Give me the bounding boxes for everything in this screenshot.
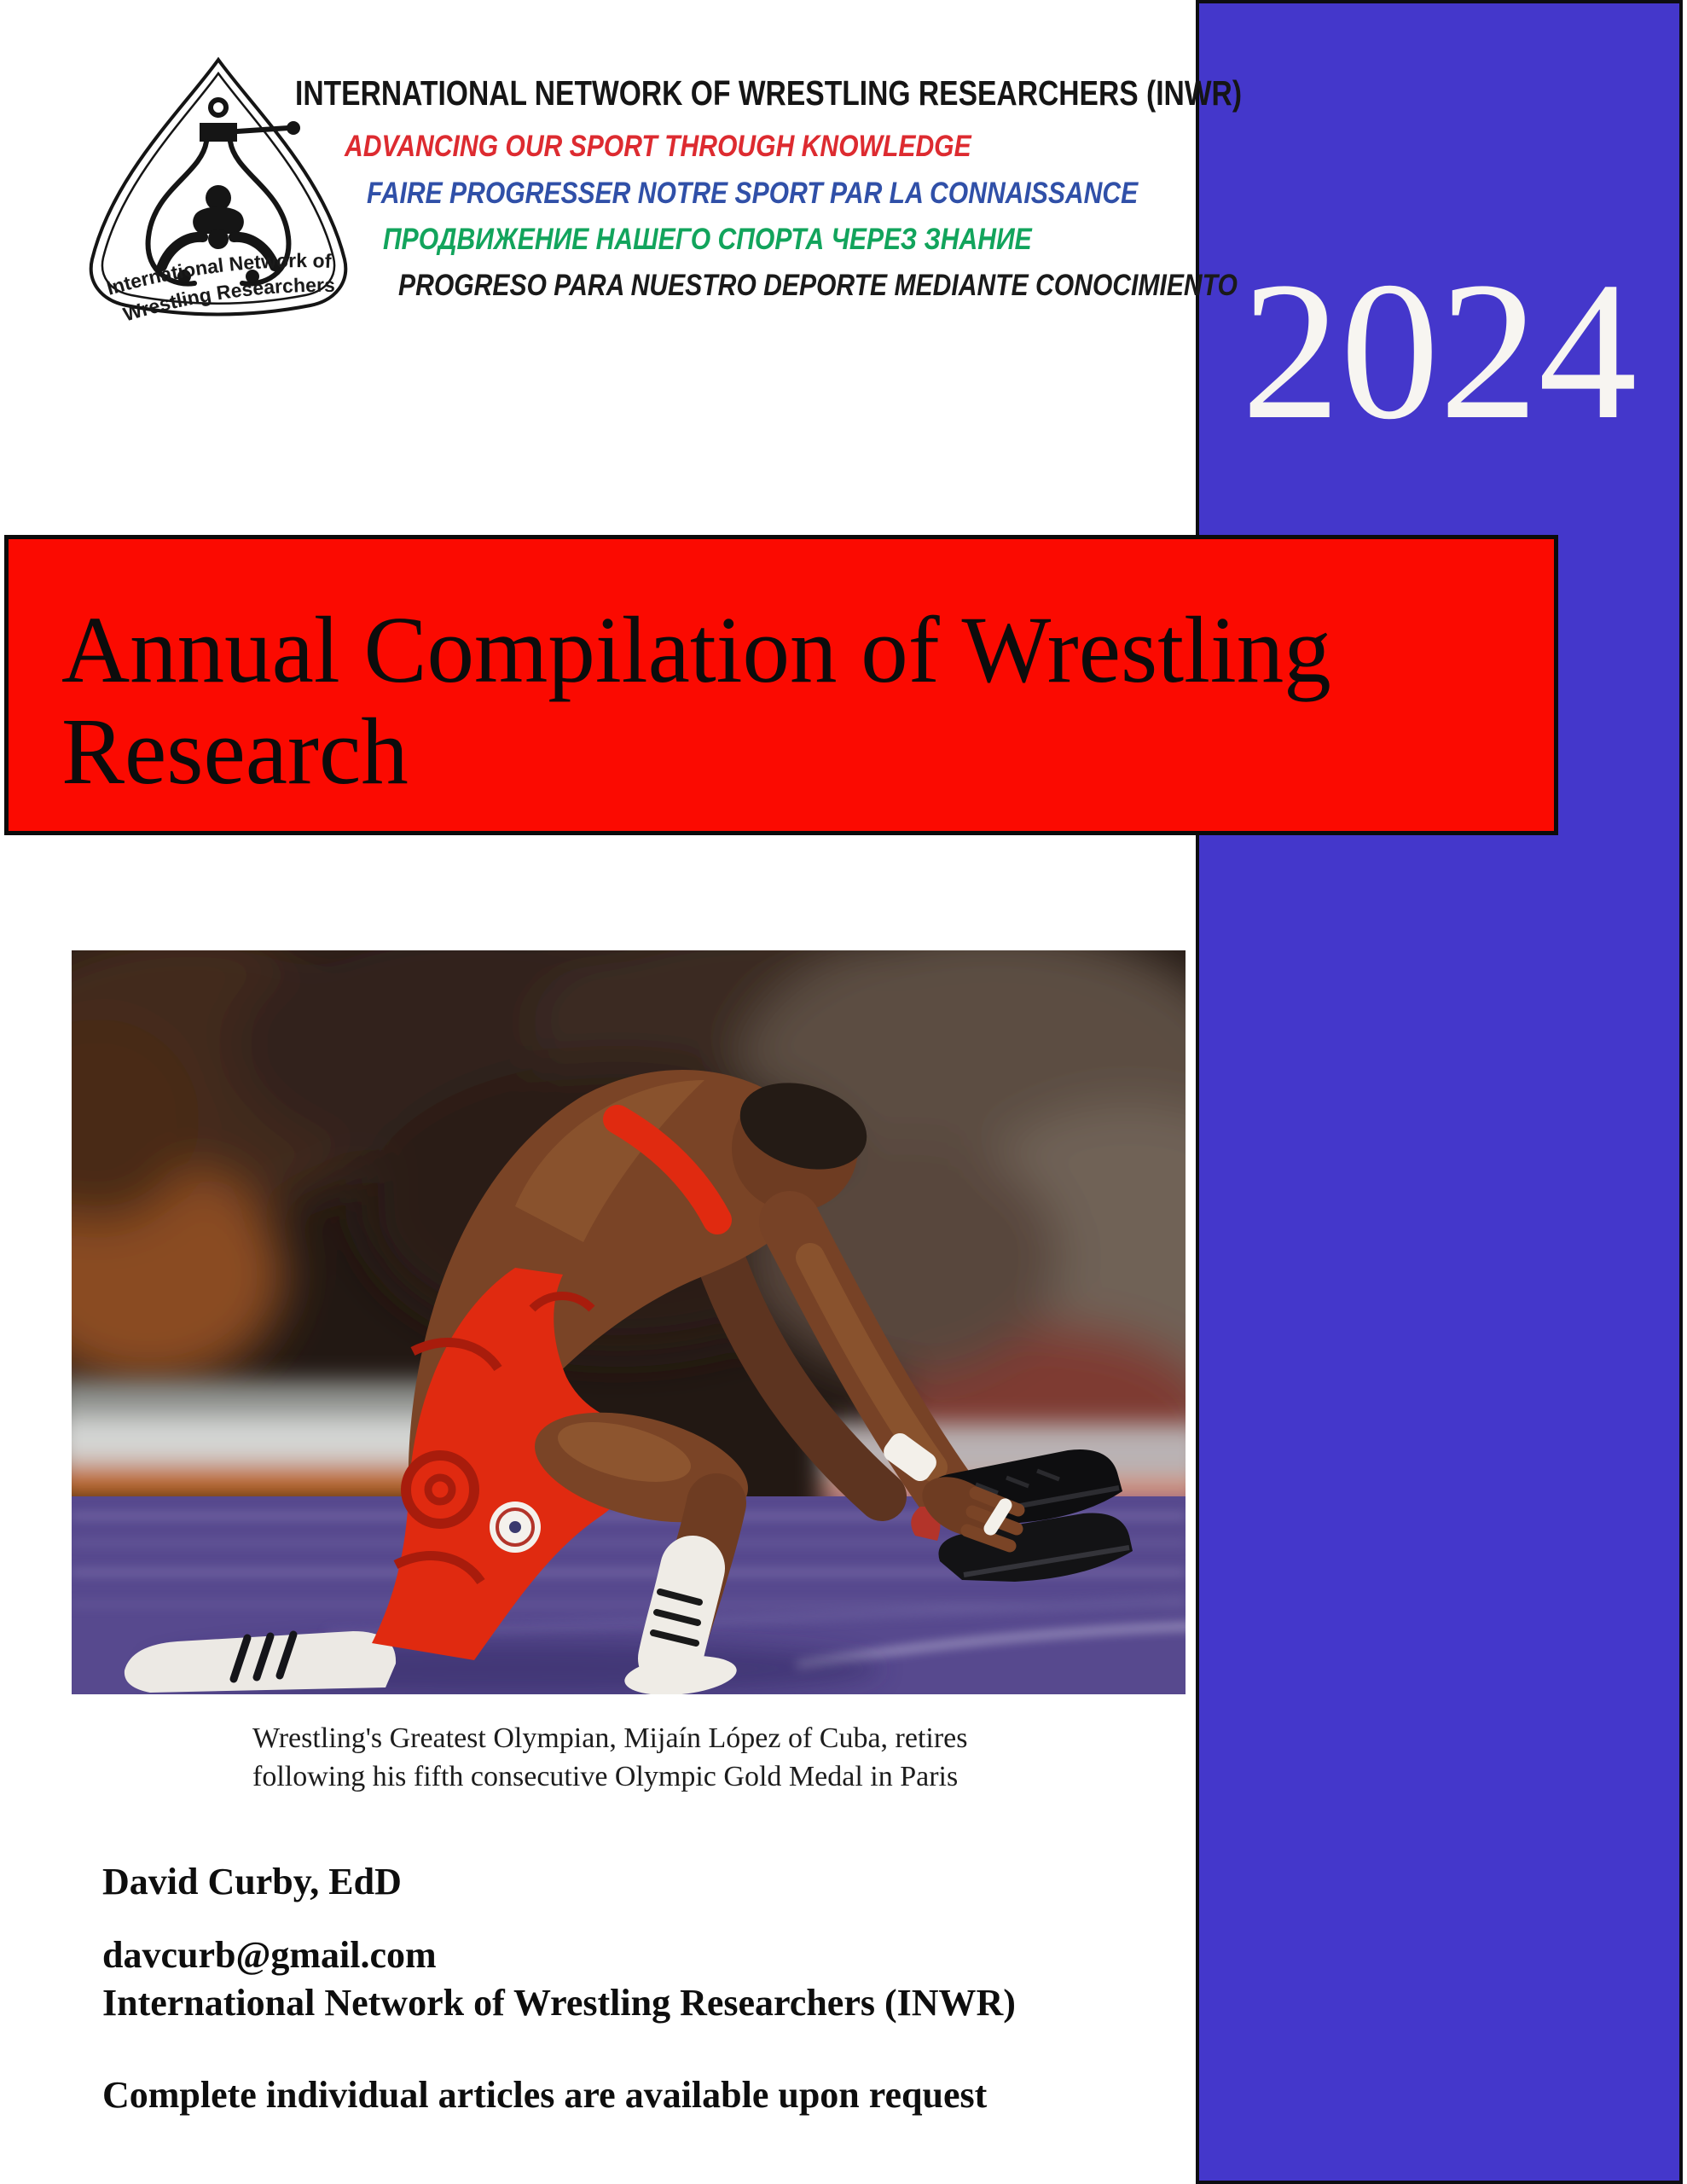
motto-english: ADVANCING OUR SPORT THROUGH KNOWLEDGE [345, 130, 971, 163]
author-organization: International Network of Wrestling Researchers (INWR) [102, 1982, 1016, 2024]
availability-note: Complete individual articles are available upon request [102, 2074, 988, 2116]
photo-caption-line-2: following his fifth consecutive Olympic Gold Medal in Paris [252, 1760, 959, 1792]
motto-spanish: PROGRESO PARA NUESTRO DEPORTE MEDIANTE CONOCIMIENTO [398, 269, 1238, 302]
photo-caption-line-1: Wrestling's Greatest Olympian, Mijaín López of Cuba, retires [252, 1722, 968, 1754]
author-name: David Curby, EdD [102, 1861, 402, 1902]
cover-photo [72, 950, 1186, 1694]
org-title: INTERNATIONAL NETWORK OF WRESTLING RESEARCHERS (INWR) [295, 73, 1243, 113]
singlet-logo-patch [490, 1502, 541, 1553]
photo-caption [252, 1720, 967, 1797]
year-label: 2024 [1241, 241, 1638, 461]
motto-russian: ПРОДВИЖЕНИЕ НАШЕГО СПОРТА ЧЕРЕЗ ЗНАНИЕ [383, 223, 1032, 256]
author-email: davcurb@gmail.com [102, 1934, 437, 1976]
logo-badge-text-2: Wrestling Researchers [120, 273, 336, 324]
title-banner [4, 535, 1558, 835]
motto-french: FAIRE PROGRESSER NOTRE SPORT PAR LA CONNAISSANCE [367, 177, 1139, 210]
cover-photo-illustration [72, 950, 1186, 1694]
logo-badge-text-1: International Network of [104, 249, 333, 299]
document-title: Annual Compilation of Wrestling Research [61, 598, 1331, 804]
